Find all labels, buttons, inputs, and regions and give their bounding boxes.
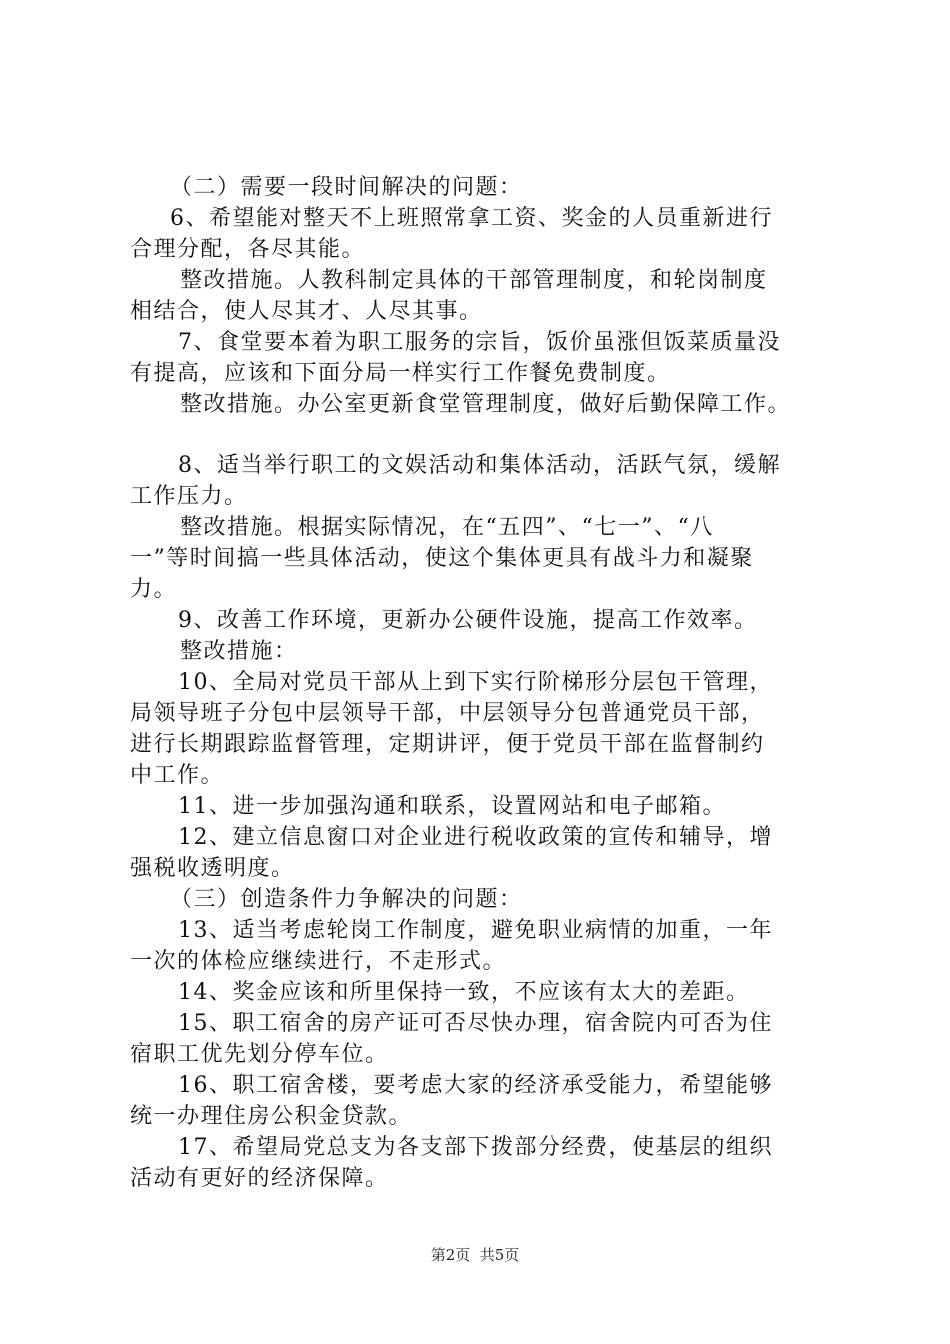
text-line: 整改措施。办公室更新食堂管理制度，做好后勤保障工作。: [180, 392, 792, 417]
text-line: 13、适当考虑轮岗工作制度，避免职业病情的加重，一年: [178, 918, 773, 943]
text-line: 12、建立信息窗口对企业进行税收政策的宣传和辅导，增: [178, 825, 773, 850]
text-line: 有提高，应该和下面分局一样实行工作餐免费制度。: [130, 361, 671, 386]
text-line: 14、奖金应该和所里保持一致，不应该有太大的差距。: [178, 980, 750, 1005]
text-line: 17、希望局党总支为各支部下拨部分经费，使基层的组织: [178, 1135, 773, 1160]
paragraph-gap: [130, 420, 835, 450]
text-line: 10、全局对党员干部从上到下实行阶梯形分层包干管理，: [178, 670, 773, 695]
text-line: 整改措施。根据实际情况，在“五四”、“七一”、“八: [180, 515, 714, 540]
page-number: 第2页 共5页: [430, 1246, 520, 1264]
text-line: 活动有更好的经济保障。: [130, 1166, 389, 1191]
document-body: [130, 172, 835, 1194]
text-line: 宿职工优先划分停车位。: [130, 1042, 389, 1067]
text-line: 中工作。: [130, 763, 225, 788]
page-footer: [0, 1245, 950, 1265]
text-line: 局领导班子分包中层领导干部，中层领导分包普通党员干部，: [130, 701, 765, 726]
text-line: 16、职工宿舍楼，要考虑大家的经济承受能力，希望能够: [178, 1073, 773, 1098]
text-line: 进行长期跟踪监督管理，定期讲评，便于党员干部在监督制约: [130, 732, 765, 757]
text-line: 11、进一步加强沟通和联系，设置网站和电子邮箱。: [178, 794, 726, 819]
text-line: 合理分配，各尽其能。: [130, 237, 366, 262]
text-line: 一”等时间搞一些具体活动，使这个集体更具有战斗力和凝聚: [130, 546, 754, 571]
text-line: 8、适当举行职工的文娱活动和集体活动，活跃气氛，缓解: [178, 453, 781, 478]
text-line: 强税收透明度。: [130, 856, 295, 881]
text-line: 整改措施。人教科制定具体的干部管理制度，和轮岗制度: [180, 268, 768, 293]
text-line: 相结合，使人尽其才、人尽其事。: [130, 299, 483, 324]
text-line: 工作压力。: [130, 484, 248, 509]
text-line: 15、职工宿舍的房产证可否尽快办理，宿舍院内可否为住: [178, 1011, 773, 1036]
text-line: （三）创造条件力争解决的问题：: [170, 887, 523, 912]
text-line: 7、食堂要本着为职工服务的宗旨，饭价虽涨但饭菜质量没: [178, 330, 781, 355]
text-line: 9、改善工作环境，更新办公硬件设施，提高工作效率。: [178, 608, 758, 633]
text-line: （二）需要一段时间解决的问题：: [170, 175, 523, 200]
text-line: 统一办理住房公积金贷款。: [130, 1104, 413, 1129]
text-line: 一次的体检应继续进行，不走形式。: [130, 949, 507, 974]
text-line: 力。: [130, 577, 178, 602]
text-line: 整改措施：: [180, 639, 298, 664]
text-line: 6、希望能对整天不上班照常拿工资、奖金的人员重新进行: [170, 206, 773, 231]
